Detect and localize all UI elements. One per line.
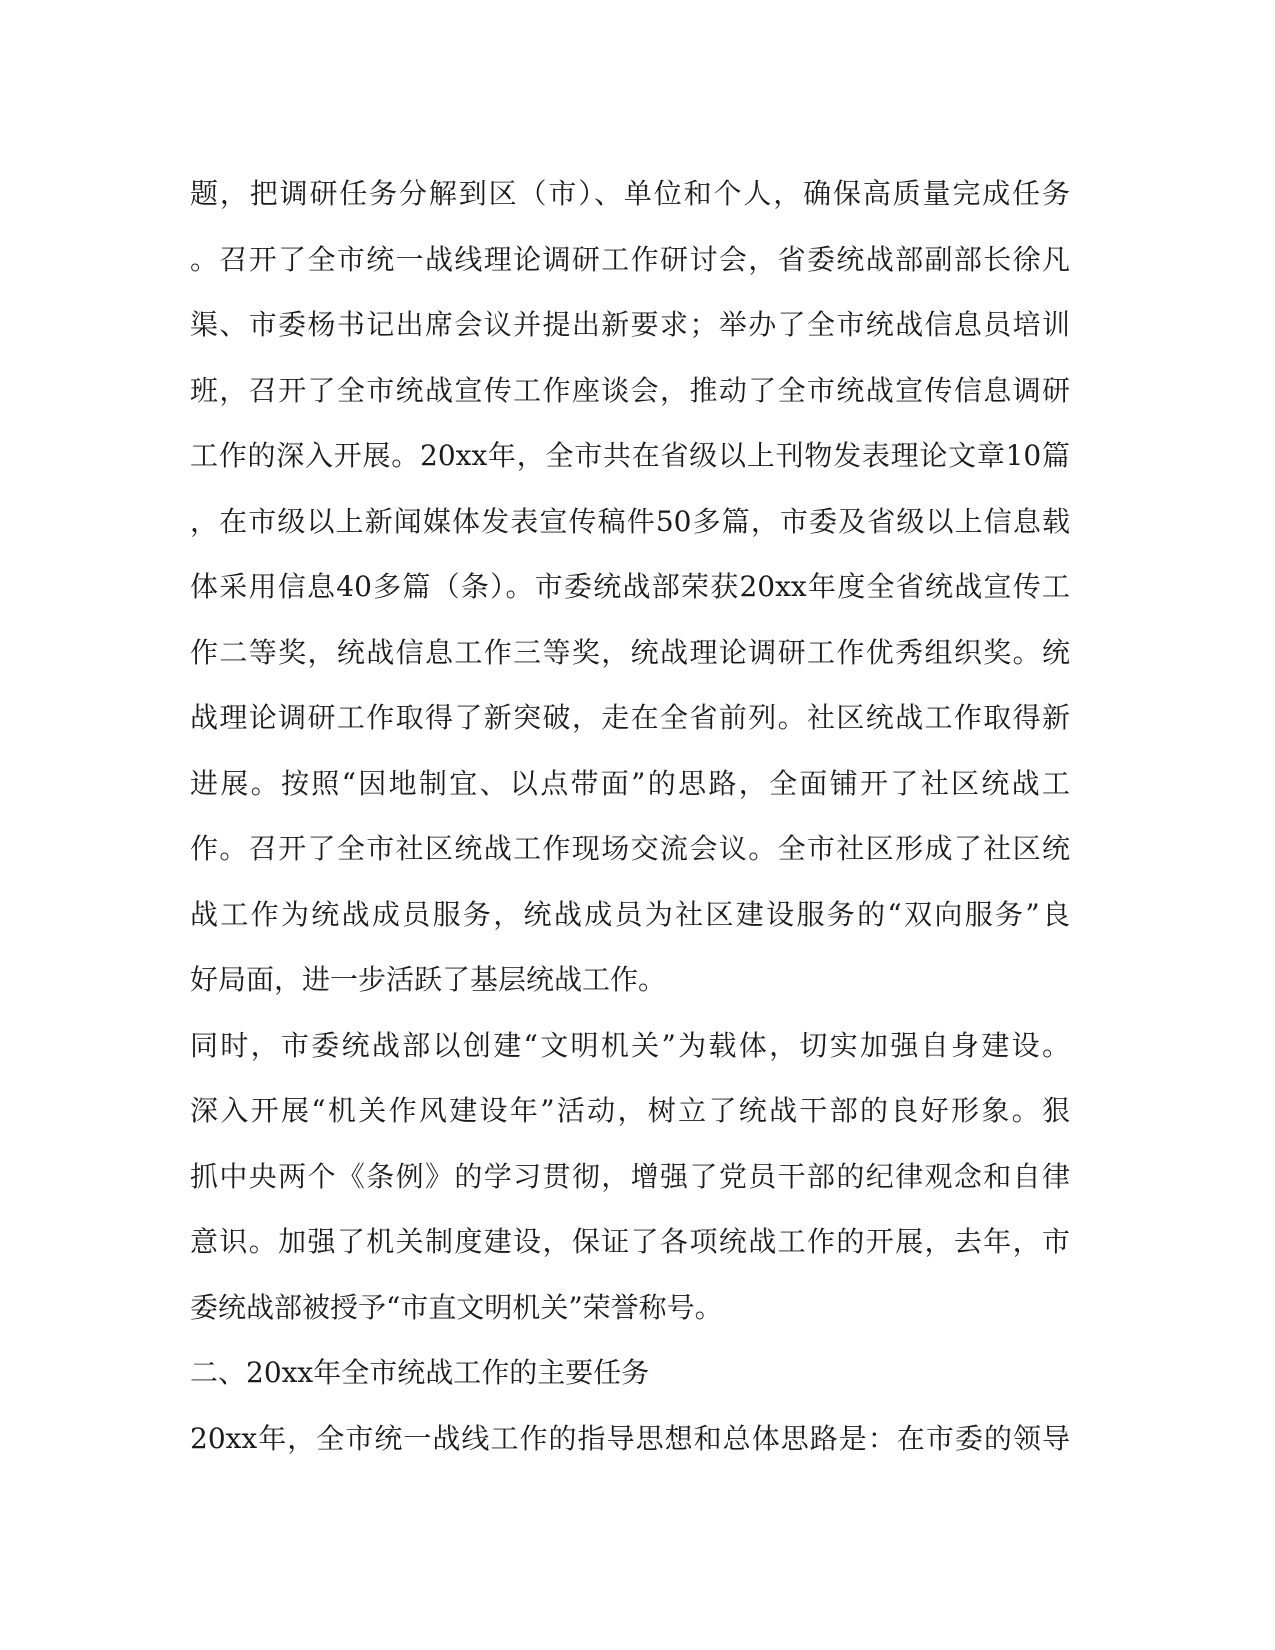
text-line: 意识。加强了机关制度建设，保证了各项统战工作的开展，去年，市	[190, 1225, 1070, 1258]
text-line: 同时，市委统战部以创建“文明机关”为载体，切实加强自身建设。	[190, 1028, 1070, 1062]
text-line: 。召开了全市统一战线理论调研工作研讨会，省委统战部副部长徐凡	[190, 242, 1070, 276]
text-line: 体采用信息40多篇（条）。市委统战部荣获20xx年度全省统战宣传工	[190, 570, 1070, 603]
text-line: 进展。按照“因地制宜、以点带面”的思路，全面铺开了社区统战工	[190, 766, 1070, 800]
text-line: 班，召开了全市统战宣传工作座谈会，推动了全市统战宣传信息调研	[190, 373, 1070, 407]
text-line: 渠、市委杨书记出席会议并提出新要求；举办了全市统战信息员培训	[190, 308, 1070, 341]
text-line: 抓中央两个《条例》的学习贯彻，增强了党员干部的纪律观念和自律	[190, 1159, 1070, 1193]
text-line: 好局面，进一步活跃了基层统战工作。	[190, 963, 667, 996]
text-line: 战理论调研工作取得了新突破，走在全省前列。社区统战工作取得新	[190, 701, 1070, 734]
text-line: 题，把调研任务分解到区（市）、单位和个人，确保高质量完成任务	[190, 177, 1070, 210]
text-line: ，在市级以上新闻媒体发表宣传稿件50多篇，市委及省级以上信息载	[190, 504, 1070, 538]
body-text	[190, 161, 1070, 1471]
text-line: 委统战部被授予“市直文明机关”荣誉称号。	[190, 1290, 723, 1324]
text-line: 工作的深入开展。20xx年，全市共在省级以上刊物发表理论文章10篇	[190, 439, 1070, 472]
text-line: 深入开展“机关作风建设年”活动，树立了统战干部的良好形象。狠	[190, 1094, 1070, 1127]
text-line: 作。召开了全市社区统战工作现场交流会议。全市社区形成了社区统	[190, 832, 1070, 865]
text-line: 作二等奖，统战信息工作三等奖，统战理论调研工作优秀组织奖。统	[190, 635, 1070, 669]
text-line: 20xx年，全市统一战线工作的指导思想和总体思路是：在市委的领导	[190, 1421, 1070, 1455]
section-heading: 二、20xx年全市统战工作的主要任务	[190, 1356, 650, 1389]
text-line: 战工作为统战成员服务，统战成员为社区建设服务的“双向服务”良	[190, 897, 1070, 931]
